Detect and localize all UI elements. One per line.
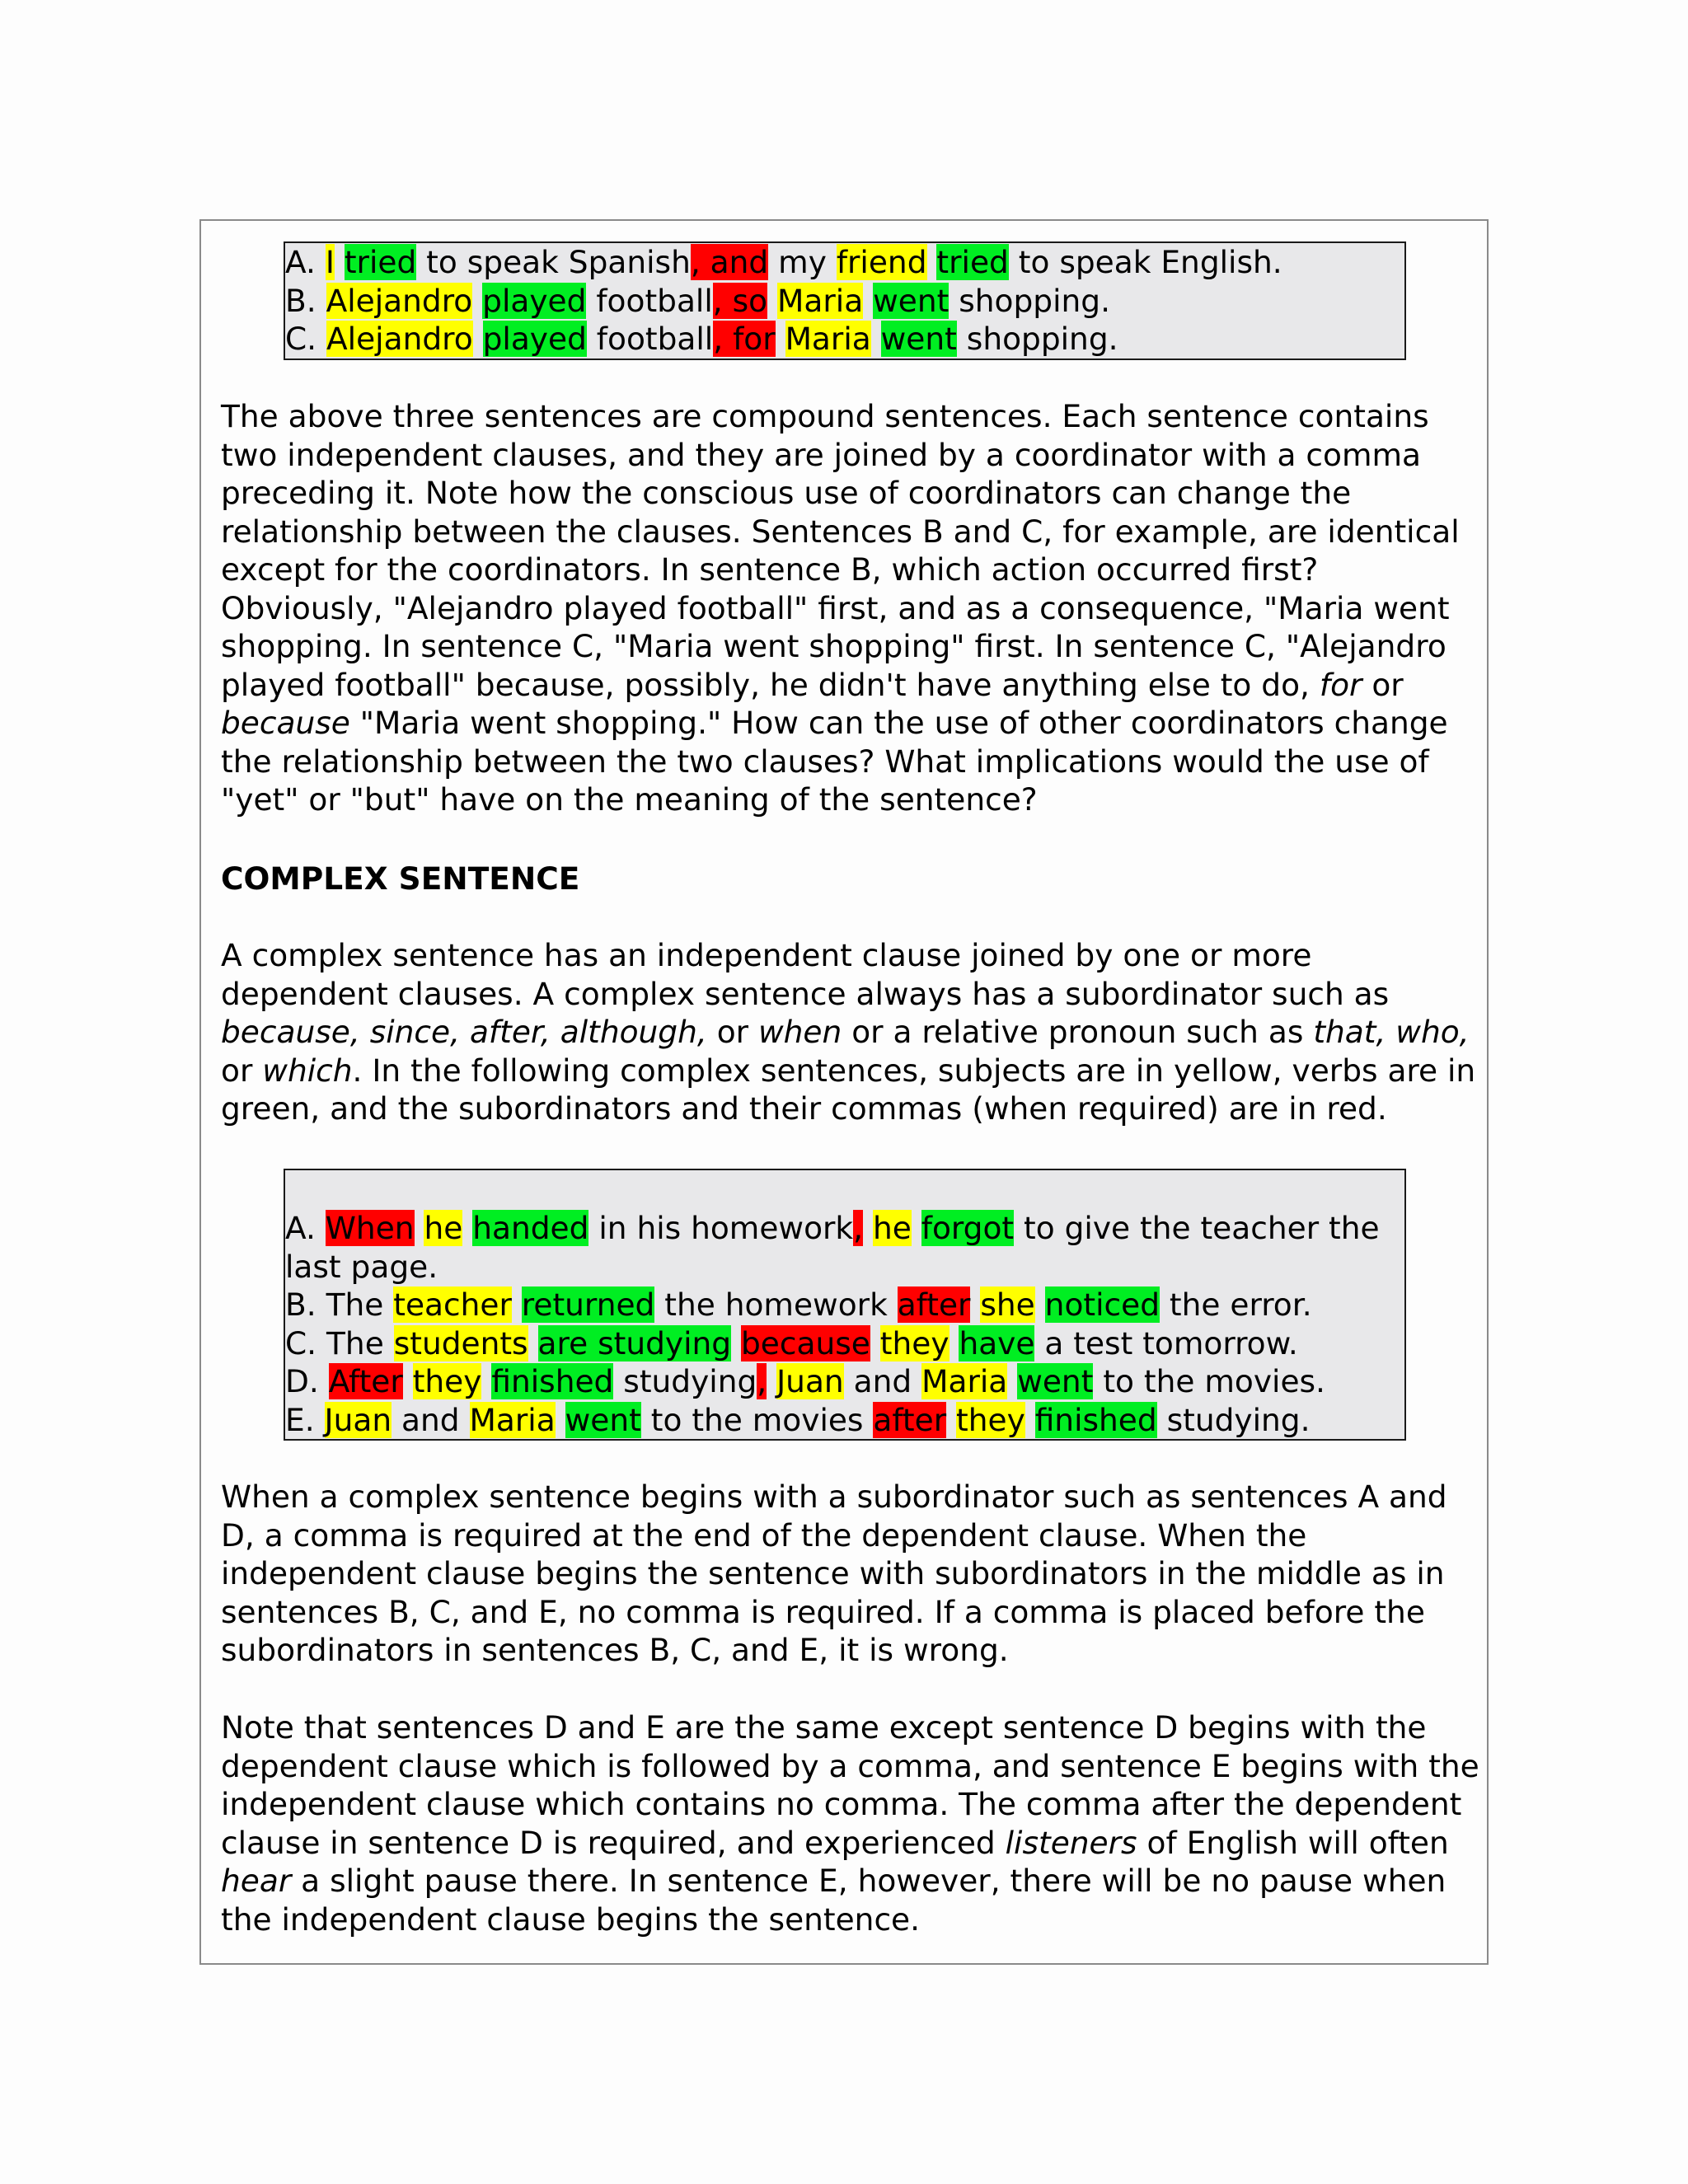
subject-highlight: he <box>873 1210 912 1246</box>
text-run <box>767 1363 776 1399</box>
complex-intro-paragraph <box>221 936 1482 1128</box>
complex-sentence-heading: COMPLEX SENTENCE <box>221 860 580 897</box>
text-run <box>403 1363 413 1399</box>
text-run: to the movies. <box>1093 1363 1325 1399</box>
text-run: and <box>843 1363 922 1399</box>
text-run <box>946 1402 956 1438</box>
verb-highlight: finished <box>1034 1401 1157 1438</box>
italic-text: because, since, after, although, <box>221 1014 707 1050</box>
subject-highlight: teacher <box>393 1286 512 1323</box>
subordinator-highlight: after <box>873 1401 947 1438</box>
italic-text: because <box>221 705 350 741</box>
text-run: or <box>1362 666 1404 703</box>
text-run <box>512 1286 522 1323</box>
text-run: When a complex sentence begins with a subordinator such as sentences A and D, a comma is required at the end of the dependent clause. When the independent clause begins the sentence with subordinators in the middle as in sentences B, C, and E, no comma is required. If a comma is placed before the subordinators in sentences B, C, and E, it is wrong. <box>221 1479 1447 1668</box>
text-run <box>462 1210 472 1246</box>
text-run <box>863 1210 873 1246</box>
subordinator-highlight: When <box>325 1210 415 1246</box>
subject-highlight: Maria <box>469 1401 556 1438</box>
text-run <box>335 244 345 280</box>
subordinator-highlight: , <box>853 1210 864 1246</box>
text-run <box>950 1325 959 1361</box>
italic-text: listeners <box>1005 1824 1137 1861</box>
verb-highlight: noticed <box>1044 1286 1160 1323</box>
subject-highlight: they <box>412 1363 482 1399</box>
subject-highlight: she <box>980 1286 1035 1323</box>
text-run: B. The <box>285 1286 394 1323</box>
text-run: a test tomorrow. <box>1034 1324 1298 1361</box>
verb-highlight: went <box>873 282 950 319</box>
subject-highlight: Alejandro <box>326 321 473 357</box>
italic-text: which <box>262 1052 353 1089</box>
verb-highlight: went <box>565 1401 641 1438</box>
text-run <box>870 1325 880 1361</box>
text-run <box>1035 1286 1045 1323</box>
text-run: studying <box>613 1363 757 1399</box>
text-run <box>731 1325 741 1361</box>
text-run <box>970 1286 980 1323</box>
complex-example-e <box>285 1401 1404 1440</box>
verb-highlight: went <box>1017 1363 1094 1399</box>
verb-highlight: have <box>959 1324 1035 1361</box>
subject-highlight: I <box>325 244 335 280</box>
italic-text: for <box>1319 666 1362 703</box>
text-run: B. <box>285 282 326 319</box>
subject-highlight: Maria <box>785 321 871 357</box>
subordinator-highlight: After <box>328 1363 403 1399</box>
complex-example-c <box>285 1324 1404 1363</box>
text-run: and <box>392 1401 470 1438</box>
text-run <box>481 1363 491 1399</box>
text-run <box>1007 1363 1017 1399</box>
text-run <box>912 1210 921 1246</box>
text-run: A. <box>285 1210 326 1246</box>
complex-examples-box <box>284 1169 1406 1441</box>
text-run <box>871 321 881 357</box>
italic-text: when <box>758 1014 842 1050</box>
compound-example-c <box>285 320 1404 359</box>
text-run: studying. <box>1156 1401 1311 1438</box>
text-run: the error. <box>1160 1286 1312 1323</box>
subordinator-highlight: after <box>897 1286 971 1323</box>
text-run: football <box>586 321 714 357</box>
text-run: shopping. <box>949 282 1111 319</box>
text-run: to give the teacher the last page. <box>285 1210 1380 1285</box>
text-run <box>556 1402 565 1438</box>
compound-explanation-paragraph <box>221 397 1482 819</box>
text-run: in his homework <box>588 1210 854 1246</box>
text-run: . In the following complex sentences, subjects are in yellow, verbs are in green, and the subordinators and their commas (when required) are in red. <box>221 1052 1476 1127</box>
text-run: A. <box>285 244 326 280</box>
text-run: a slight pause there. In sentence E, however, there will be no pause when the independent clause begins the sentence. <box>221 1863 1447 1938</box>
text-run <box>1025 1402 1035 1438</box>
text-run: or <box>221 1052 263 1089</box>
text-run: D. <box>285 1363 329 1399</box>
subject-highlight: he <box>424 1210 463 1246</box>
text-run: to speak English. <box>1008 244 1282 280</box>
subordinator-highlight: , <box>757 1363 767 1399</box>
text-run: or a relative pronoun such as <box>842 1014 1314 1050</box>
italic-text: hear <box>221 1863 292 1899</box>
text-run: of English will often <box>1137 1824 1449 1861</box>
verb-highlight: forgot <box>921 1210 1015 1246</box>
verb-highlight: tried <box>344 244 417 280</box>
verb-highlight: went <box>880 321 957 357</box>
complex-example-b <box>285 1286 1404 1324</box>
text-run <box>776 321 785 357</box>
text-run: Note that sentences D and E are the same except sentence D begins with the dependent clause which is followed by a comma, and sentence E begins with the independent clause which contains no comma. The comma after the dependent clause in sentence D is required, and experienced <box>221 1709 1479 1861</box>
subordinator-highlight: , for <box>713 321 776 357</box>
subject-highlight: they <box>956 1401 1025 1438</box>
text-run: my <box>768 244 837 280</box>
text-run <box>472 283 482 319</box>
subject-highlight: Juan <box>324 1401 392 1438</box>
verb-highlight: handed <box>472 1210 589 1246</box>
text-run <box>927 244 937 280</box>
subject-highlight: Maria <box>921 1363 1008 1399</box>
italic-text: that, who, <box>1313 1014 1470 1050</box>
note-paragraph <box>221 1708 1482 1938</box>
text-run <box>767 283 777 319</box>
subject-highlight: students <box>393 1324 528 1361</box>
text-run <box>473 321 483 357</box>
text-run: C. <box>285 321 327 357</box>
subordinator-highlight: because <box>741 1324 870 1361</box>
text-run: the homework <box>654 1286 898 1323</box>
subject-highlight: they <box>879 1324 950 1361</box>
verb-highlight: tried <box>936 244 1009 280</box>
subject-highlight: Maria <box>777 282 864 319</box>
verb-highlight: played <box>482 321 587 357</box>
text-run <box>528 1325 538 1361</box>
text-run: shopping. <box>956 321 1118 357</box>
text-run <box>415 1210 424 1246</box>
verb-highlight: returned <box>521 1286 655 1323</box>
text-run: football <box>586 282 713 319</box>
text-run: C. The <box>285 1324 394 1361</box>
verb-highlight: finished <box>491 1363 614 1399</box>
complex-example-a <box>285 1209 1404 1286</box>
comma-rule-paragraph <box>221 1478 1482 1670</box>
subordinator-highlight: , so <box>712 282 768 319</box>
text-run: A complex sentence has an independent clause joined by one or more dependent clauses. A complex sentence always has a subordinator such as <box>221 937 1390 1012</box>
text-run: or <box>706 1014 758 1050</box>
text-run: E. <box>285 1401 325 1438</box>
compound-example-b <box>285 282 1404 321</box>
subject-highlight: friend <box>836 244 927 280</box>
text-run: to the movies <box>640 1401 874 1438</box>
compound-examples-box <box>284 241 1406 360</box>
compound-example-a <box>285 243 1404 282</box>
verb-highlight: played <box>482 282 587 319</box>
complex-example-d <box>285 1362 1404 1401</box>
text-run: to speak Spanish <box>416 244 691 280</box>
text-run: The above three sentences are compound sentences. Each sentence contains two independent clauses, and they are joined by a coordinator with a comma preceding it. Note how the conscious use of coordinators can change the relationship between the clauses. Sentences B and C, for example, are identical except for the coordinators. In sentence B, which action occurred first? Obviously, "Alejandro played football" first, and as a consequence, "Maria went shopping. In sentence C, "Maria went shopping" first. In sentence C, "Alejandro played football" because, possibly, he didn't have anything else to do, <box>221 398 1460 703</box>
subordinator-highlight: , and <box>690 244 769 280</box>
verb-highlight: are studying <box>537 1324 732 1361</box>
text-run <box>863 283 873 319</box>
subject-highlight: Juan <box>776 1363 844 1399</box>
text-run: "Maria went shopping." How can the use of other coordinators change the relationship between the two clauses? What implications would the use of "yet" or "but" have on the meaning of the sentence? <box>221 705 1448 818</box>
subject-highlight: Alejandro <box>326 282 473 319</box>
